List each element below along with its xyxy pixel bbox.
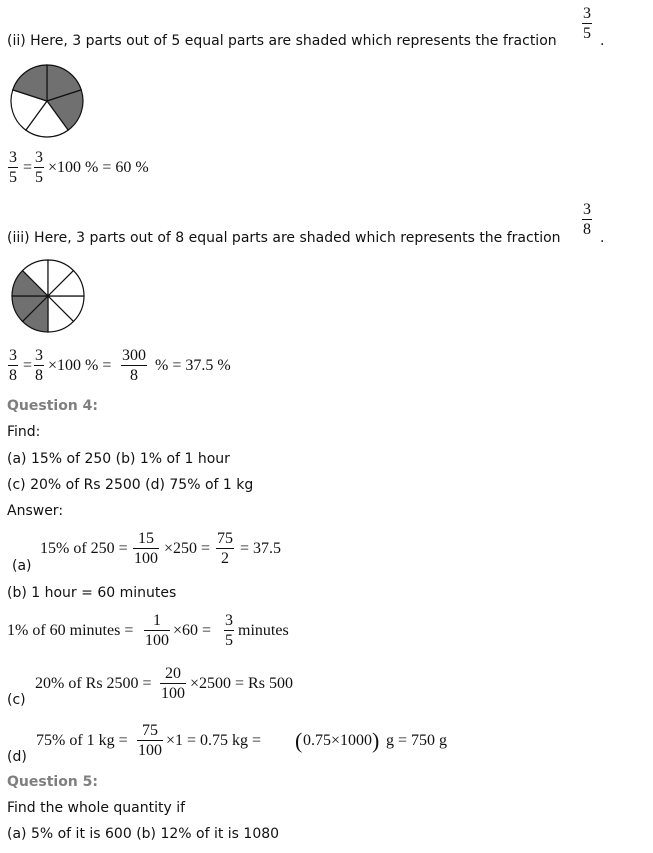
q4a-rhs: = 37.5 [240,540,282,557]
fraction-denominator: 100 [161,685,185,702]
equals-sign: = [23,357,33,374]
q4b-mid: ×60 = [173,622,212,639]
fraction-denominator: 8 [9,367,17,384]
pie-chart-fifths [7,61,87,141]
q4b-lhs: 1% of 60 minutes = [7,622,134,639]
part3-eq-frac2 [34,348,44,384]
fraction-bar [582,23,592,24]
q4b-frac2 [224,613,234,649]
q5-line2: (a) 5% of it is 600 (b) 12% of it is 1080 [7,826,280,842]
part3-eq-rest: % = 37.5 % [155,357,231,374]
fraction-bar [34,167,44,168]
fraction-denominator: 8 [583,221,591,238]
q4b-intro: (b) 1 hour = 60 minutes [7,585,177,601]
fraction-numerator: 3 [583,5,591,22]
fraction-denominator: 2 [221,550,229,567]
q5-line1: Find the whole quantity if [7,800,186,816]
q4-line1: (a) 15% of 250 (b) 1% of 1 hour [7,451,230,467]
fraction-numerator: 3 [35,347,43,364]
fraction-denominator: 5 [9,169,17,186]
fraction-bar [137,740,163,741]
q4a-lhs: 15% of 250 = [40,540,128,557]
part2-fraction [582,6,592,42]
fraction-numerator: 3 [9,149,17,166]
q4c-rhs: ×2500 = Rs 500 [190,675,293,692]
part3-eq-frac1 [8,348,18,384]
part3-eq-mid: ×100 % = [48,357,112,374]
q4d-inner: 0.75×1000 [303,732,373,749]
fraction-denominator: 8 [130,367,138,384]
part3-period: . [600,230,605,246]
fraction-numerator: 3 [9,347,17,364]
part2-eq-frac2 [34,150,44,186]
q4d-mid: ×1 = 0.75 kg = [166,732,262,749]
fraction-denominator: 8 [35,367,43,384]
fraction-bar [144,630,170,631]
q4a-label: (a) [12,558,32,574]
fraction-denominator: 5 [225,632,233,649]
fraction-numerator: 20 [165,665,181,682]
fraction-denominator: 5 [583,25,591,42]
part2-eq-frac1 [8,150,18,186]
q4d-paren-open: ( [295,728,303,753]
fraction-bar [8,167,18,168]
part3-fraction [582,202,592,238]
fraction-bar [216,548,234,549]
fraction-bar [121,365,147,366]
q4d-paren-close: ) [372,728,380,753]
part2-eq-rest: ×100 % = 60 % [48,159,149,176]
q4-line2: (c) 20% of Rs 2500 (d) 75% of 1 kg [7,477,254,493]
fraction-bar [582,219,592,220]
question-4-heading: Question 4: [7,398,98,414]
question-5-heading: Question 5: [7,774,98,790]
fraction-bar [133,548,159,549]
part2-intro: (ii) Here, 3 parts out of 5 equal parts are shaded which represents the fraction [7,33,557,49]
q4d-lhs: 75% of 1 kg = [36,732,128,749]
fraction-numerator: 75 [142,722,158,739]
part3-eq-frac3 [121,348,147,384]
fraction-denominator: 100 [138,742,162,759]
part2-period: . [600,33,605,49]
fraction-numerator: 1 [153,612,161,629]
pie-chart-eighths [8,256,88,336]
fraction-denominator: 100 [134,550,158,567]
q4c-frac1 [160,666,186,702]
fraction-bar [8,365,18,366]
q4c-lhs: 20% of Rs 2500 = [35,675,152,692]
q4-answer-label: Answer: [7,503,64,519]
q4a-frac2 [216,531,234,567]
part3-intro: (iii) Here, 3 parts out of 8 equal parts are shaded which represents the fraction [7,230,561,246]
fraction-numerator: 3 [35,149,43,166]
fraction-numerator: 15 [138,530,154,547]
q4a-mid: ×250 = [164,540,211,557]
q4b-rhs: minutes [238,622,289,639]
fraction-numerator: 75 [217,530,233,547]
fraction-bar [160,683,186,684]
q4a-frac1 [133,531,159,567]
fraction-denominator: 5 [35,169,43,186]
q4b-frac1 [144,613,170,649]
fraction-numerator: 300 [122,347,146,364]
fraction-bar [224,630,234,631]
q4d-frac1 [137,723,163,759]
fraction-bar [34,365,44,366]
q4d-rhs: g = 750 g [386,732,448,749]
q4-find: Find: [7,424,41,440]
fraction-numerator: 3 [583,201,591,218]
q4c-label: (c) [7,692,26,708]
fraction-denominator: 100 [145,632,169,649]
equals-sign: = [23,159,33,176]
fraction-numerator: 3 [225,612,233,629]
q4d-label: (d) [7,749,27,765]
